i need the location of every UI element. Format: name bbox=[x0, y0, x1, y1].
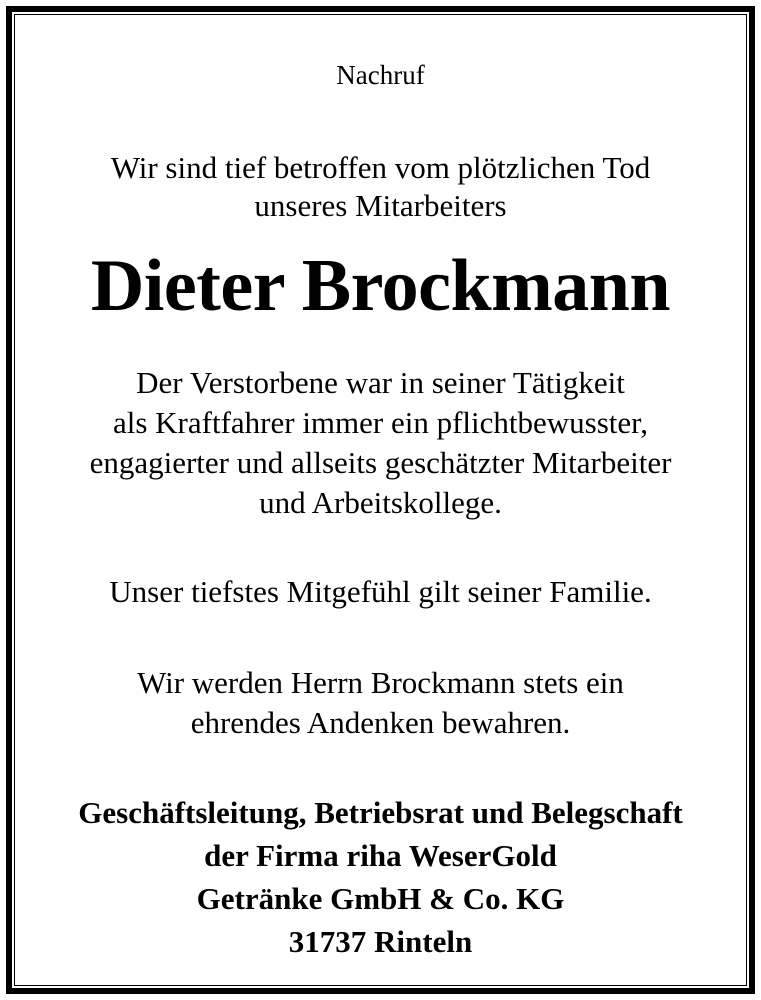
obituary-frame bbox=[6, 6, 755, 994]
intro-line: unseres Mitarbeiters bbox=[254, 188, 507, 223]
deceased-name-text: Dieter Brockmann bbox=[90, 245, 671, 327]
notice-title-text: Nachruf bbox=[336, 60, 425, 90]
sympathy-paragraph bbox=[12, 573, 749, 611]
deceased-name bbox=[12, 242, 749, 330]
remembrance-line: Wir werden Herrn Brockmann stets ein bbox=[137, 665, 624, 700]
signature-block bbox=[12, 791, 749, 963]
notice-title bbox=[12, 58, 749, 92]
signature-line: Geschäftsleitung, Betriebsrat und Belegschaft bbox=[78, 795, 683, 830]
remembrance-paragraph bbox=[12, 663, 749, 743]
intro-paragraph bbox=[12, 149, 749, 225]
intro-line: Wir sind tief betroffen vom plötzlichen Tod bbox=[110, 150, 651, 185]
remembrance-line: ehrendes Andenken bewahren. bbox=[190, 705, 571, 740]
tribute-paragraph bbox=[12, 363, 749, 523]
signature-line: der Firma riha WeserGold bbox=[204, 838, 557, 873]
tribute-line: engagierter und allseits geschätzter Mitarbeiter bbox=[89, 445, 672, 480]
tribute-line: als Kraftfahrer immer ein pflichtbewusster, bbox=[112, 405, 649, 440]
tribute-line: und Arbeitskollege. bbox=[259, 485, 502, 520]
sympathy-line: Unser tiefstes Mitgefühl gilt seiner Familie. bbox=[109, 574, 652, 609]
signature-line: 31737 Rinteln bbox=[288, 924, 473, 959]
signature-line: Getränke GmbH & Co. KG bbox=[196, 881, 565, 916]
tribute-line: Der Verstorbene war in seiner Tätigkeit bbox=[136, 365, 625, 400]
